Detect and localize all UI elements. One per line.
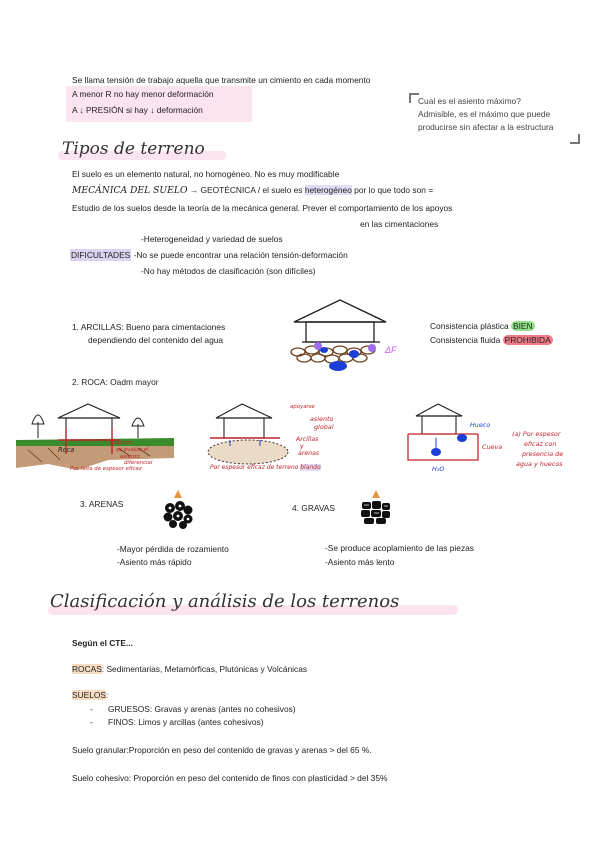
hueco-label: Hueco	[470, 421, 491, 429]
arenas-heading: 3. ARENAS	[80, 499, 124, 509]
gravas-heading: 4. GRAVAS	[292, 503, 335, 513]
arcillas-house-drawing	[278, 292, 418, 380]
finos-item: FINOS: Limos y arcillas (antes cohesivos)	[108, 717, 264, 727]
espesor-agua-3: presencia de	[522, 450, 564, 458]
arrow-icon: →	[189, 185, 199, 195]
rocas-text: : Sedimentarias, Metamórficas, Plutónicas y Volcánicas	[101, 664, 308, 674]
suelos-label: SUELOS	[72, 690, 106, 700]
geotecnica-post: por lo que todo son =	[351, 185, 434, 195]
consistencia-fluida: Consistencia fluida	[430, 335, 503, 345]
cueva-label: Cueva	[482, 443, 503, 451]
arcillas-arenas-1: Arcillas	[296, 436, 319, 443]
gravas-line-2: -Asiento más lento	[325, 557, 395, 567]
intro-line-2: A menor R no hay menor deformación	[72, 89, 214, 99]
espesor-eficaz-text: Por espesor eficaz de terreno	[210, 464, 301, 471]
apoyarse-note: apoyarse	[290, 404, 315, 410]
suelo-line-1: El suelo es un elemento natural, no homogéneo. No es muy modificable	[72, 169, 340, 179]
geotecnica-pre: GEOTÉCNICA / el suelo es	[200, 185, 305, 195]
roca-heading: 2. ROCA: Oadm mayor	[72, 377, 159, 387]
note-line-1: Cual es el asiento máximo?	[418, 96, 521, 106]
suelo-granular: Suelo granular:Proporción en peso del contenido de gravas y arenas > del 65 %.	[72, 745, 372, 755]
blando-highlight: blando	[300, 464, 321, 471]
espesor-agua-4: agua y huecos	[516, 460, 563, 468]
dificultad-3: -No hay métodos de clasificación (son difíciles)	[141, 266, 316, 276]
arcillas-line-2: dependiendo del contenido del agua	[88, 335, 224, 345]
asiento-global-1: asiento	[310, 415, 334, 423]
suelo-cohesivo: Suelo cohesivo: Proporción en peso del contenido de finos con plasticidad > del 35%	[72, 773, 388, 783]
heterogeneo-highlight: heterogéneo	[304, 185, 352, 195]
espesor-agua-2: eficaz con	[524, 440, 557, 448]
arenas-line-2: -Asiento más rápido	[117, 557, 192, 567]
dificultad-2: -No se puede encontrar una relación tensión-deformación	[131, 250, 348, 260]
arenas-line-1: -Mayor pérdida de rozamiento	[117, 544, 229, 554]
roca-note-1: posición	[110, 440, 133, 446]
arcillas-arenas-2: y	[300, 443, 304, 450]
dificultades-label: DIFICULTADES	[71, 250, 131, 260]
intro-line-3: A ↓ PRESIÓN si hay ↓ deformación	[72, 105, 203, 115]
roca-diagram-3	[400, 398, 510, 478]
asiento-global-2: global	[314, 423, 334, 431]
bien-badge: BIEN	[513, 321, 533, 331]
espesor-agua-1: (a) Por espesor	[512, 430, 561, 438]
note-line-2: Admisible, es el máximo que puede	[418, 109, 551, 119]
roca-foot: Por falta de espesor eficaz	[70, 466, 142, 472]
arcillas-arenas-3: arenas	[298, 450, 320, 457]
bullet-dash-2: -	[90, 717, 93, 727]
h2o-label: H₂O	[432, 465, 445, 473]
intro-line-1: Se llama tensión de trabajo aquella que transmite un cimiento en cada momento	[72, 75, 371, 85]
gruesos-item: GRUESOS: Gravas y arenas (antes no cohesivos)	[108, 704, 296, 714]
roca-note-3: asiento	[120, 454, 140, 460]
suelos-colon: :	[105, 690, 109, 700]
roca-label: Roca	[58, 446, 75, 454]
delta-f-marker: ΔF	[385, 345, 397, 355]
estudio-line: Estudio de los suelos desde la teoría de la mecánica general. Prever el comportamiento de los apoyos	[72, 203, 453, 213]
note-corner-br	[570, 134, 580, 144]
note-line-3: producirse sin afectar a la estructura	[418, 122, 554, 132]
dificultad-1: -Heterogeneidad y variedad de suelos	[141, 234, 283, 244]
mecanica-label: MECÁNICA DEL SUELO	[72, 185, 188, 196]
estudio-line-cont: en las cimentaciones	[360, 219, 439, 229]
rocas-label: ROCAS	[72, 664, 102, 674]
section-title-clasificacion: Clasificación y análisis de los terrenos	[50, 591, 400, 612]
segun-cte: Según el CTE...	[72, 638, 133, 648]
gravas-drawing	[358, 488, 394, 528]
roca-note-2: se evalúa el	[116, 447, 149, 453]
section-title-tipos: Tipos de terreno	[62, 139, 205, 159]
arenas-drawing	[160, 486, 196, 530]
gravas-line-1: -Se produce acoplamiento de las piezas	[325, 543, 474, 553]
prohibida-badge: PROHIBIDA	[504, 335, 551, 345]
roca-note-4: diferencial	[124, 460, 153, 466]
bullet-dash-1: -	[90, 704, 93, 714]
consistencia-plastica: Consistencia plástica	[430, 321, 511, 331]
arcillas-line-1: 1. ARCILLAS: Bueno para cimentaciones	[72, 322, 226, 332]
